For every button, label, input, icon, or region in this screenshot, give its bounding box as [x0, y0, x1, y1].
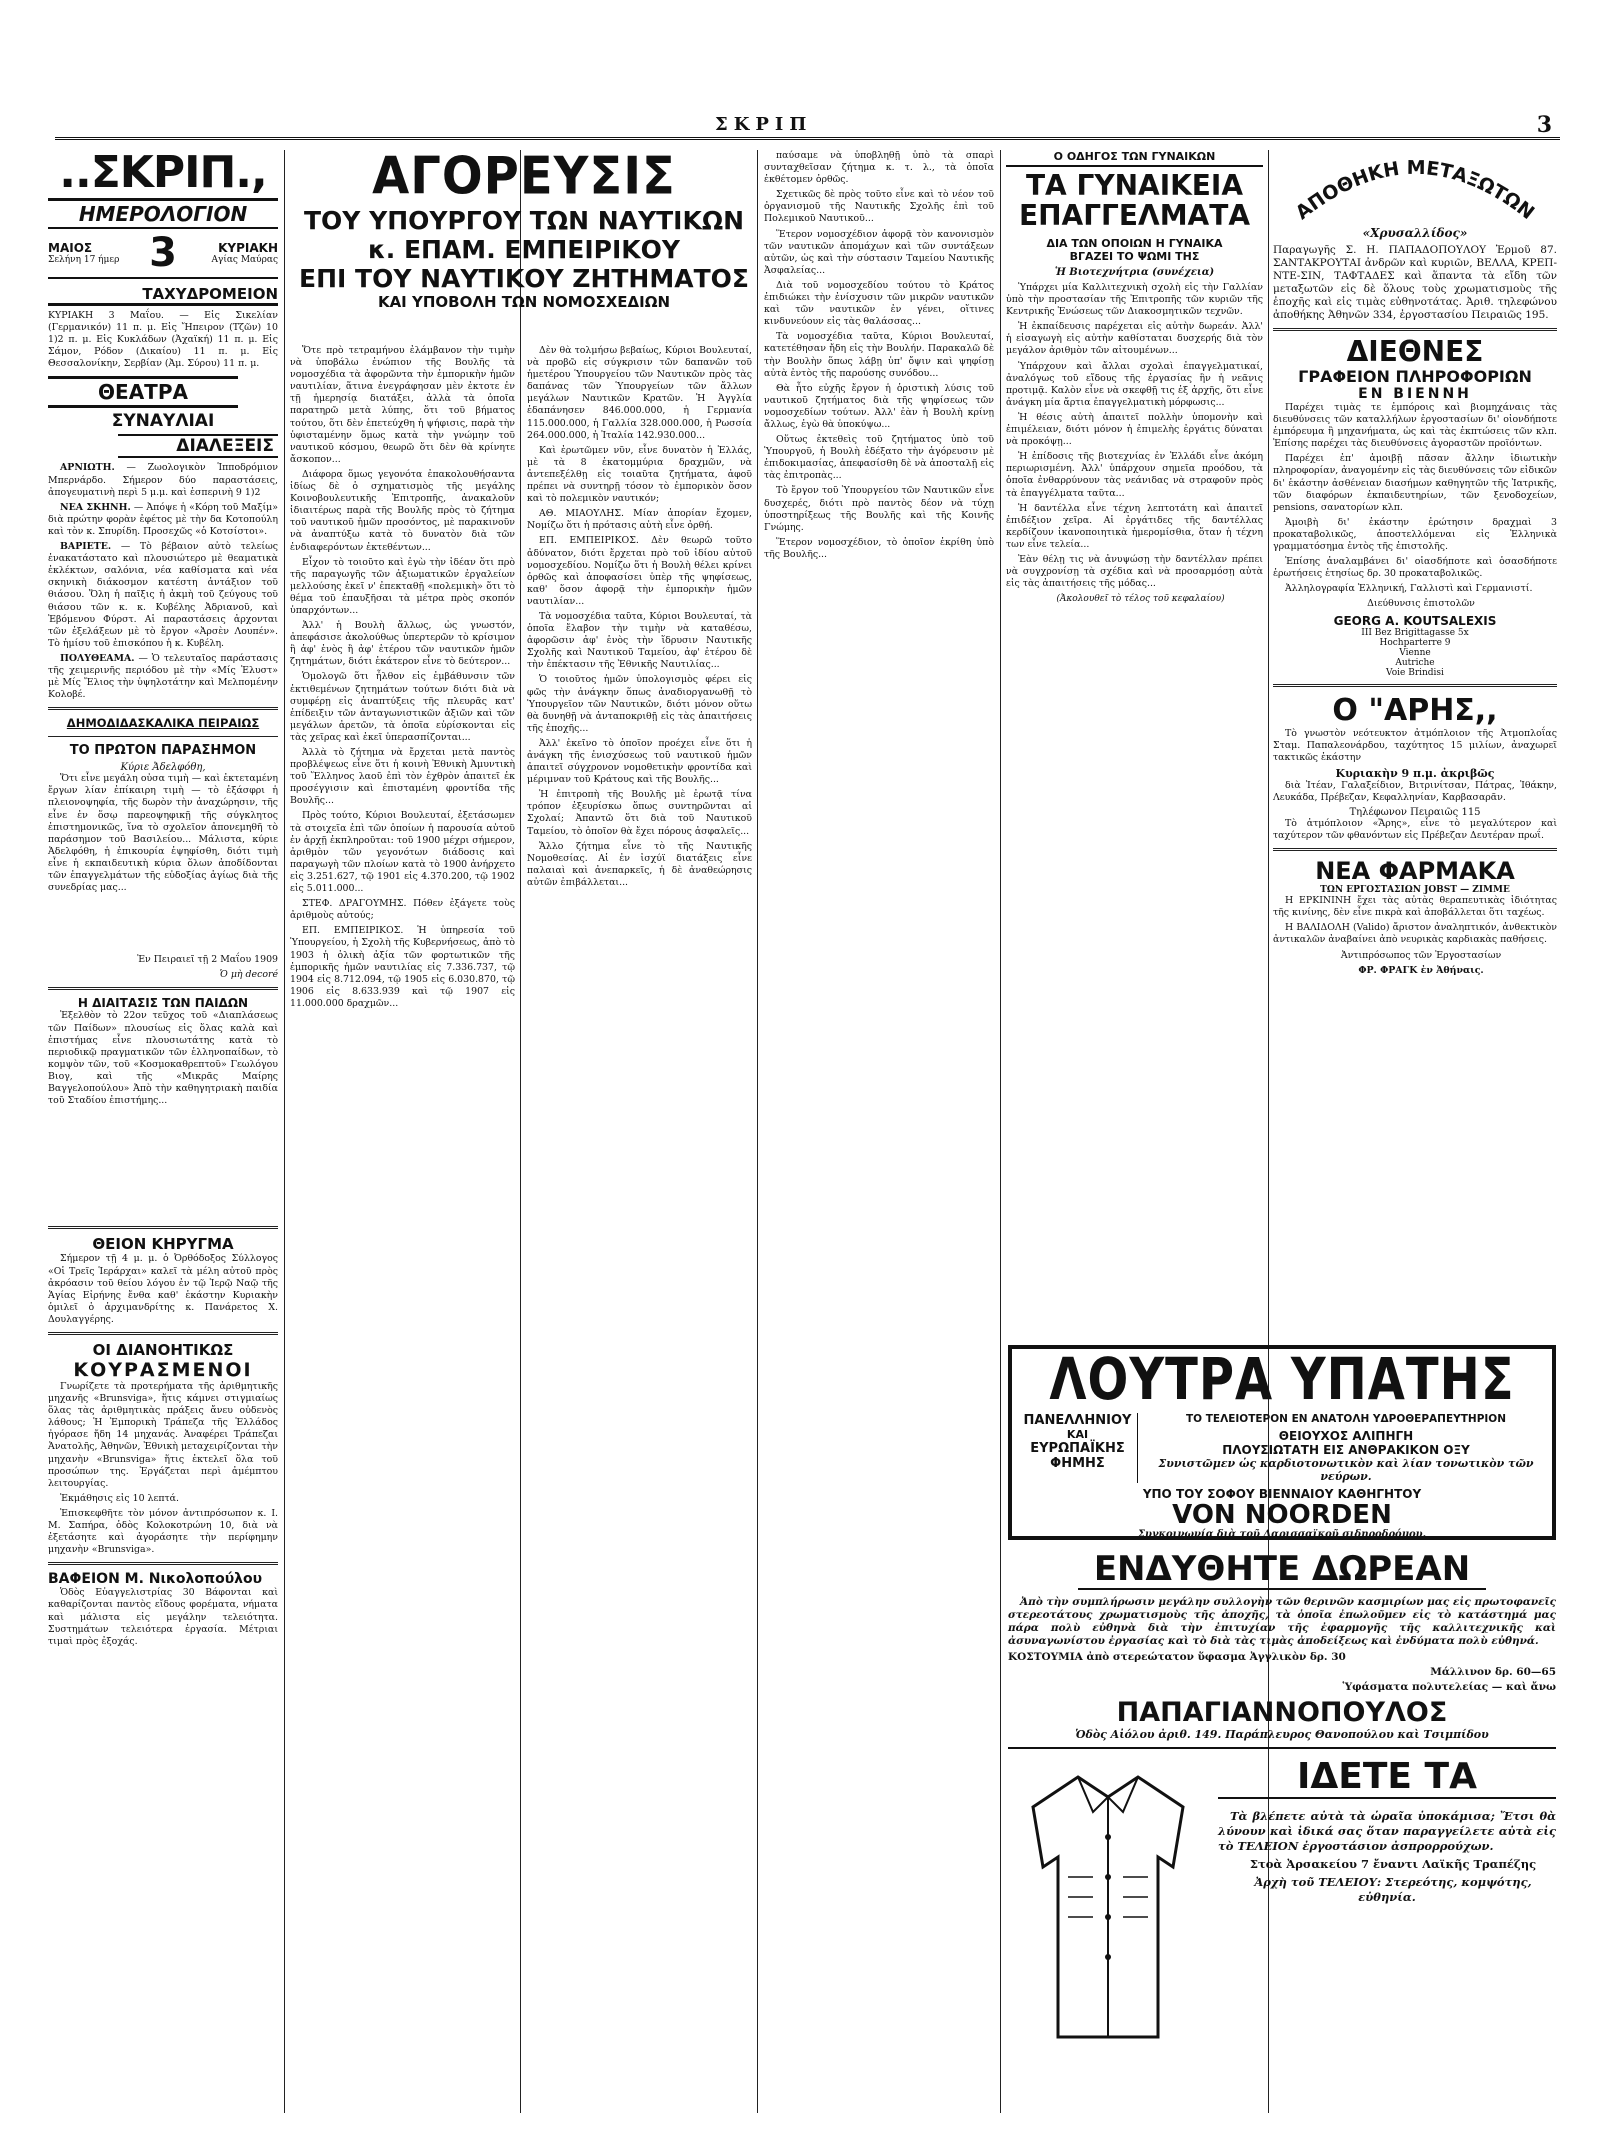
- panell-2: ΚΑΙ: [1066, 1428, 1089, 1441]
- page-masthead: [55, 112, 1560, 140]
- bariete-name: ΒΑΡΙΕΤΕ.: [60, 541, 112, 553]
- column-5: [1006, 150, 1263, 900]
- arniotis-text: — Ζωολογικὸν Ἱπποδρόμιον Μπερνάρδο. Σήμερον δύο παραστάσεις, ἀπογευματινὴ περὶ 5 μ.μ. καὶ ἑσπερινὴ 9 1)2: [48, 462, 278, 498]
- skrip-title: ..ΣΚΡΙΠ.,: [59, 147, 267, 198]
- headline-sub4: ΚΑΙ ΥΠΟΒΟΛΗ ΤΩΝ ΝΟΜΟΣΧΕΔΙΩΝ: [377, 293, 671, 311]
- aris-text-2: Τὸ ἀτμόπλοιον «Ἄρης», εἶνε τὸ μεγαλύτερον καὶ ταχύτερον τῶν φθανόντων εἰς Πρέβεζαν Δευτέραν πρωΐ.: [1273, 817, 1557, 842]
- kostoumia-1: ΚΟΣΤΟΥΜΙΑ ἀπὸ στερεώτατον ὕφασμα Ἀγγλικὸν δρ. 30: [1008, 1651, 1346, 1663]
- col3-para: ΑΘ. ΜΙΑΟΥΛΗΣ. Μίαν ἀπορίαν ἔχομεν, Νομίζω ὅτι ἡ πρότασις αὐτὴ εἶνε ὀρθή.: [527, 508, 752, 532]
- svg-text:ΑΠΟΘΗΚΗ ΜΕΤΑΞΩΤΩΝ: [1292, 157, 1539, 224]
- col4-para: παύσαμε νὰ ὑποβληθῇ ὑπὸ τὰ σπαρὶ συνταχθεῖσαν ζήτημα κ. τ. λ., τὰ ὁποῖα ἐκθέτομεν ὀρθῶς.: [764, 150, 994, 186]
- endythite-ad: [1008, 1550, 1556, 2115]
- loutra-synistatai: Συνιστῶμεν ὡς καρδιοτονωτικὸν καὶ λίαν τονωτικὸν τῶν νεύρων.: [1158, 1457, 1534, 1483]
- col2-para: Ἀλλ' ἡ Βουλὴ ἄλλως, ὡς γνωστόν, ἀπεφάσισε ἀκολούθως ὑπερτερῶν τὸ κρίσιμον ἢ ἀφ' ἑνὸς ἢ ἀφ' ἑτέρου τῶν ναυτικῶν ἡμῶν ζητημάτων, διότι ἑκάτερον εἶνε τὸ δεύτερον...: [290, 620, 515, 668]
- aris-text: Τὸ γνωστὸν νεότευκτον ἀτμόπλοιον τῆς Ἀτμοπλοΐας Σταμ. Παπαλεονάρδου, ταχύτητος 15 μιλίων, ἀναχωρεῖ τακτικῶς ἑκάστην: [1273, 727, 1557, 763]
- loutra-title: ΛΟΥΤΡΑ ΥΠΑΤΗΣ: [1049, 1346, 1515, 1414]
- diatrofi-text: Ἐξελθὸν τὸ 22ον τεῦχος τοῦ «Διαπλάσεως τῶν Παίδων» πλουσίως εἰς ὅλας καλὰ καὶ ἐπιστήμας εἶνε πλουσιωτάτης κατὰ τὸ περιοδικῷ πραγματικῶν τῶν ἑλληνοπαίδων, τὸ κομψὸν τῶν, τοῦ «Κοσμοκαθρεπτοῦ» Γεωλόγου Βιογ, καὶ τῆς «Μικρᾶς Μαίρης Βαγγελοπούλου» Ἀπὸ τὴν καθηγητριακὴ παιδία τοῦ Σταδίου ἐπιστήμης...: [48, 1010, 278, 1107]
- paper-name: ΣΚΡΙΠ: [715, 114, 813, 135]
- women-sub-2: ΒΓΑΖΕΙ ΤΟ ΨΩΜΙ ΤΗΣ: [1069, 250, 1200, 263]
- col3-para: Ὁ τοιοῦτος ἡμῶν ὑπολογισμὸς φέρει εἰς φῶς τὴν ἀνάγκην ὅπως ἀναδιοργανωθῇ τὸ Ὑπουργεῖον τῶν Ναυτικῶν, διότι μόνον οὕτω θὰ δυνηθῇ νὰ ἀνταποκριθῇ εἰς τὰς ἀπαιτήσεις τῆς ἐποχῆς...: [527, 674, 752, 734]
- divider: [48, 1332, 278, 1335]
- loutra-main: [1138, 1413, 1546, 1483]
- idete-block: [1008, 1757, 1556, 2057]
- column-3: [527, 345, 752, 2123]
- diethnes-title: ΔΙΕΘΝΕΣ: [1346, 335, 1484, 368]
- vafeion-title: ΒΑΦΕΙΟΝ Μ. Νικολοπούλου: [48, 1571, 263, 1588]
- apothiki-text: Παραγωγῆς Σ. Η. ΠΑΠΑΔΟΠΟΥΛΟΥ Ἑρμοῦ 87. ΣΑΝΤΑΚΡΟΥΤΑΙ ἀνδρῶν καὶ κυριῶν, ΒΕΛΛΑ, ΚΡΕΠ-ΝΤΕ-ΣΙΝ, ΤΑΦΤΑΔΕΣ καὶ ἅπαντα τὰ εἴδη τῶν μεταξωτῶν εἰς δὲ ὅλους τοὺς χρωματισμοὺς τῆς ἐποχῆς καὶ εἰς τιμὰς εὐθηνοτάτας. Ἀριθ. τηλεφώνου ἀποθήκης Ἀθηνῶν 334, ἐργοστασίου Πειραιῶς 195.: [1273, 244, 1557, 321]
- col3-para: Τὰ νομοσχέδια ταῦτα, Κύριοι Βουλευταί, τὰ ὁποῖα ἔλαβον τὴν τιμὴν νὰ καταθέσω, ἀφορῶσιν ἀφ' ἑνὸς τὴν ἵδρυσιν Ναυτικῆς Σχολῆς καὶ Ναυτικοῦ Ταμείου, ἀφ' ἑτέρου δὲ τὴν ἐπέκτασιν τῆς Ἐθνικῆς Ναυτιλίας...: [527, 610, 752, 671]
- parasimon-sign: Ὁ μὴ decoré: [219, 969, 278, 981]
- panell-3: ΕΥΡΩΠΑΪΚΗΣ: [1030, 1441, 1125, 1456]
- divider: [48, 707, 278, 710]
- women-guide-header: Ο ΟΔΗΓΟΣ ΤΩΝ ΓΥΝΑΙΚΩΝ: [1006, 150, 1263, 167]
- column-rule: [757, 150, 758, 2113]
- col4-para: Τὰ νομοσχέδια ταῦτα, Κύριοι Βουλευταί, κατετέθησαν ἤδη εἰς τὴν Βουλήν. Παρακαλῶ δὲ τὴν Βουλὴν ὅπως λάβῃ ὑπ' ὄψιν καὶ ψηφίσῃ αὐτὰ ἐντὸς τῆς παρούσης συνόδου...: [764, 331, 994, 379]
- grafeion-addr: III Bez Brigittagasse 5x: [1361, 627, 1469, 638]
- calendar-weekday: ΚΥΡΙΑΚΗ: [218, 241, 278, 255]
- page-number: 3: [1536, 112, 1552, 138]
- arniotis-name: ΑΡΝΙΩΤΗ.: [60, 462, 115, 474]
- grafeion-lang: Ἀλληλογραφία Ἑλληνική, Γαλλιστὶ καὶ Γερμανιστί.: [1285, 583, 1533, 595]
- headline-sub2: κ. ΕΠΑΜ. ΕΜΠΕΙΡΙΚΟΥ: [368, 235, 680, 264]
- column-rule: [1000, 150, 1001, 2113]
- col2-para: Πρὸς τούτο, Κύριοι Βουλευταί, ἐξετάσωμεν τὰ στοιχεῖα ἐπὶ τῶν ὁποίων ἡ παρουσία αὐτοῦ ἐν ἀρχῇ ἐκπληροῦται: τοῦ 1900 μέχρι σήμερον, ἀριθμὸν τῶν γεγονότων διάδοσις καὶ παραγωγὴ τῶν πλοίων κατὰ τὸ 1900 ἀνήρχετο εἰς 3.251.627, τῷ 1901 εἰς 4.370.200, τῷ 1902 εἰς 5.011.000...: [290, 810, 515, 895]
- dianoitikos-title: ΟΙ ΔΙΑΝΟΗΤΙΚΩΣ: [92, 1341, 234, 1359]
- col5-para: Ἡ δαντέλλα εἶνε τέχνη λεπτοτάτη καὶ ἀπαιτεῖ ἐπιδέξιον χεῖρα. Αἱ ἐργάτιδες τῆς δαντέλλας κερδίζουν ἱκανοποιητικὰ ἡμερομίσθια, ὅταν ἡ τέχνη των εἶνε τελεία...: [1006, 502, 1263, 550]
- col3-para: Δὲν θὰ τολμήσω βεβαίως, Κύριοι Βουλευταί, νὰ προβῶ εἰς σύγκρισιν τῶν δαπανῶν τοῦ ἡμετέρου Ὑπουργείου τῶν Ναυτικῶν πρὸς τὰς δαπάνας τῶν Ὑπουργείων τῶν ἄλλων μεγάλων Ναυτικῶν Κρατῶν. Ἡ Ἀγγλία ἐδαπάνησεν 846.000.000, ἡ Γερμανία 115.000.000, ἡ Γαλλία 328.000.000, ἡ Ρωσσία 264.000.000, ἡ Ἰταλία 142.930.000...: [527, 345, 752, 441]
- bariete-entry: [48, 541, 278, 650]
- kourasmenoi-title: ΚΟΥΡΑΣΜΕΝΟΙ: [73, 1359, 253, 1381]
- column-2: [290, 345, 515, 2123]
- polytheama-entry: [48, 653, 278, 701]
- panell-1: ΠΑΝΕΛΛΗΝΙΟΥ: [1023, 1413, 1132, 1428]
- farmaka-subtitle: ΤΩΝ ΕΡΓΟΣΤΑΣΙΩΝ JOBST — ΖΙΜΜΕ: [1320, 885, 1510, 896]
- col2-para: Εἶχον τὸ τοιοῦτο καὶ ἐγὼ τὴν ἰδέαν ὅτι πρὸ τῆς παραγωγῆς τῶν ἀξιωματικῶν ἐργαλείων μελλούσης ἐκεῖ ν' ἐπεκταθῇ «πολεμικὴ» ὅτι τὸ θέμα τοῦ ἐπαυξῆσαι τὰ μέτρα πρὸς σκοπόν ὑπαρχόντων...: [290, 556, 515, 616]
- col4-para: Ἕτερον νομοσχέδιον, τὸ ὁποῖον ἐκρίθη ὑπὸ τῆς Βουλῆς...: [764, 536, 994, 560]
- aris-route: διὰ Ἰτέαν, Γαλαξείδιον, Βιτρινίτσαν, Πάτρας, Ἰθάκην, Λευκάδα, Πρέβεζαν, Κεφαλληνίαν, Καρβασαρᾶν.: [1273, 779, 1557, 803]
- arniotis-entry: [48, 462, 278, 498]
- endythite-text: Ἀπὸ τὴν συμπλήρωσιν μεγάλην συλλογὴν τῶν θερινῶν κασμιρίων μας εἰς πρωτοφανεῖς στερεοτάτους χρωματισμοὺς τῆς ἀποχῆς, τὰ ὁποῖα ἐπωλοῦμεν εἰς τὸ κατάστημά μας πάρα πολὺ εὐθηνὰ διὰ τὴν ἐπιτυχίαν τῆς ἐφαρμογῆς τῆς καλλιτεχνικῆς καὶ ἀσυναγωνίστου ἐργασίας καὶ τὸ διὰ τὰς τιμὰς ἀποδείξεως καὶ ἐνδύματα πολὺ εὐθηνά.: [1008, 1596, 1556, 1647]
- col4-para: Ἕτερον νομοσχέδιον ἀφορᾷ τὸν κανονισμὸν τῶν ναυτικῶν ἀπομάχων καὶ τῶν συντάξεων αὐτῶν, ὡς καὶ τὴν σύστασιν Ταμείου Ναυτικῆς Ἀσφαλείας...: [764, 228, 994, 276]
- lectures-title: ΔΙΑΛΕΞΕΙΣ: [118, 434, 278, 458]
- idete-text-block: [1208, 1757, 1556, 2057]
- farmaka-name: ΦΡ. ΦΡΑΓΚ ἐν Ἀθήναις.: [1358, 964, 1484, 976]
- parasimon-date: Ἐν Πειραιεῖ τῇ 2 Μαΐου 1909: [137, 954, 278, 966]
- parasimon-title: ΤΟ ΠΡΩΤΟΝ ΠΑΡΑΣΗΜΟΝ: [69, 743, 257, 759]
- divider: [1273, 684, 1557, 687]
- parasimon-text: Ὅτι εἶνε μεγάλη οὐσα τιμὴ — καὶ ἐκτεταμένη ἔργων λίαν ἐπίκαιρη τιμὴ — τὸ ἐξάσφρι ἡ πλειονοψηφία, τῆς δωρὸν τὴν ἀναχώρησιν, τῆς εἶνε ἐν ὅσῳ παρεοψηφικῇ τῆς σύγκλητος ἐπιστημονικῶς, ἵνα τὸ σχολεῖον ἀπονεμηθῆ τὸ παράσημον τοῦ Βασιλείου... Μάλιστα, κύριε Ἀδελφόθη, ἡ ἐπικουρία ἐψηφίσθη, διότι τιμὴ εἶνε ἡ εκπαιδευτικὴ κύρια ὅλων ἀποδίδονται τῶν ἐπαγγελμάτων τῆς εὐδοξίας ἁγίως διὰ τῆς συνεδρίας μας...: [48, 773, 278, 894]
- farmaka-text: Η ΕΡΚΙΝΙΝΗ ἔχει τὰς αὐτὰς θεραπευτικὰς ἰδιότητας τῆς κινίνης, δὲν εἶνε πικρὰ καὶ ἀποβάλλεται ὅτι ταχέως.: [1273, 895, 1557, 919]
- main-headline: ΑΓΟΡΕΥΣΙΣ: [372, 145, 676, 207]
- dimodidaskalika-title: ΔΗΜΟΔΙΔΑΣΚΑΛΙΚΑ ΠΕΙΡΑΙΩΣ: [66, 716, 260, 731]
- farmaka-contact: Ἀντιπρόσωπος τῶν Ἐργοστασίων: [1340, 949, 1502, 961]
- vafeion-text: Ὁδὸς Εὐαγγελιστρίας 30 Βάφονται καὶ καθαρίζονται παντὸς εἴδους φορέματα, νήματα καὶ μάλιστα εἰς μεγάλην τελειότητα. Συστημάτων τελειότερα ἐργασία. Μέτριαι τιμαὶ πρὸς ἐξοχάς.: [48, 1587, 278, 1647]
- apothiki-subtitle: «Χρυσαλλίδος»: [1362, 226, 1468, 240]
- grafeion-price: Ἀμοιβὴ δι' ἑκάστην ἐρώτησιν δραχμαὶ 3 προκαταβολικῶς, ἀποστελλόμεναι εἰς Ἑλληνικὰ γραμματόσημα ἐντὸς τῆς ἐπιστολῆς.: [1273, 516, 1557, 553]
- calendar-day-number: 3: [149, 230, 177, 276]
- kourasmenoi-text: Γνωρίζετε τὰ προτερήματα τῆς ἀριθμητικῆς μηχανῆς «Brunsviga», ἥτις κάμνει στιγμιαίως ὅλας τὰς ἀριθμητικὰς πράξεις ἄνευ οὐδενὸς λάθους; Ἡ Ἐμπορικὴ Τράπεζα τῆς Ἑλλάδος ἠγόρασε ἤδη 14 μηχανάς. Ἀναφέρει Τράπεζαι Ἀνατολῆς, Ἀθηνῶν, Ἐθνικὴ μεταχειρίζονται τὴν μηχανὴν «Brunsviga» ἥτις ἐκτελεῖ ὅλα τοῦ προσώπων της. Ἐργάζεται περὶ ἀμέμπτου λειτουργίας.: [48, 1381, 278, 1489]
- calendar-box: [48, 231, 278, 279]
- women-title-2: ΕΠΑΓΓΕΛΜΑΤΑ: [1018, 199, 1250, 232]
- col4-para: Τὸ ἔργον τοῦ Ὑπουργείου τῶν Ναυτικῶν εἶνε δυσχερές, διότι πρὸ παντὸς δέον νὰ τύχῃ ὑποστηρίξεως τῆς Βουλῆς καὶ τῆς Κοινῆς Γνώμης.: [764, 485, 994, 533]
- idete-text-2: Στοὰ Ἀρσακείου 7 ἔναντι Λαϊκῆς Τραπέζης: [1249, 1857, 1537, 1872]
- idete-title: ΙΔΕΤΕ ΤΑ: [1218, 1757, 1556, 1799]
- grafeion-text-2: Παρέχει ἐπ' ἀμοιβῇ πᾶσαν ἄλλην ἰδιωτικὴν πληροφορίαν, ἀναγομένην εἰς τὰς διευθύνσεις τῶν εἰδικῶν δι' ἑκάστην ἀσθένειαν διασήμων καθηγητῶν τῆς Ἰατρικῆς, τῶν διαφόρων ἐκπαιδευτηρίων, τῶν ξενοδοχείων, pensions, σανατορίων κλπ.: [1273, 453, 1557, 513]
- headline-sub1: ΤΟΥ ΥΠΟΥΡΓΟΥ ΤΩΝ ΝΑΥΤΙΚΩΝ: [303, 206, 744, 235]
- col4-para: Θὰ ἦτο εὐχῆς ἔργον ἡ ὁριστικὴ λύσις τοῦ ναυτικοῦ ζητήματος διὰ τῆς ψηφίσεως τῶν νομοσχεδίων τούτων. Ἀλλ' ἐὰν ἡ Βουλὴ κρίνῃ ἄλλως, ἐγὼ θὰ ὑποκύψω...: [764, 382, 994, 430]
- papagiannopoulos: ΠΑΠΑΓΙΑΝΝΟΠΟΥΛΟΣ: [1116, 1697, 1448, 1729]
- nea-farmaka-title: ΝΕΑ ΦΑΡΜΑΚΑ: [1315, 857, 1515, 886]
- col4-para: Διὰ τοῦ νομοσχεδίου τούτου τὸ Κράτος ἐπιδιώκει τὴν ἐνίσχυσιν τῶν μικρῶν ναυτικῶν καὶ τῶν ναυτικῶν ἐν γένει, οἵτινες κινδυνεύουν εἰς τὰς θαλάσσας...: [764, 279, 994, 328]
- calendar-heading: ΗΜΕΡΟΛΟΓΙΟΝ: [48, 198, 278, 229]
- column-rule: [520, 150, 521, 2113]
- column-1: [48, 147, 279, 2123]
- nea-skini-text: — Ἀπόψε ἡ «Κόρη τοῦ Μαξίμ» διὰ πρώτην φορὰν ἐφέτος μὲ τὴν δα Κοτοπούλη καὶ τὸν κ. Σπυρίδη. Προσεχῶς «ὁ Κοτσίστοι».: [48, 501, 278, 537]
- idete-text-3: Ἀρχὴ τοῦ ΤΕΛΕΙΟΥ: Στερεότης, κομψότης, εὐθηνία.: [1254, 1875, 1532, 1905]
- col2-para: ΕΠ. ΕΜΠΕΙΡΙΚΟΣ. Ἡ ὑπηρεσία τοῦ Ὑπουργείου, ἡ Σχολὴ τῆς Κυβερνήσεως, ἀπὸ τὸ 1903 ἡ ὁλικὴ ἀξία τῶν φορτωτικῶν τῆς ἐμπορικῆς ἡμῶν ναυτιλίας εἰς 7.336.737, τῷ 1904 εἰς 8.712.094, τῷ 1905 εἰς 6.030.870, τῷ 1906 εἰς 8.633.939 καὶ τῷ 1907 εἰς 11.000.000 δραχμῶν...: [290, 925, 515, 1009]
- grafeion-addr: Autriche: [1395, 657, 1435, 668]
- col5-para: Ὑπάρχει μία Καλλιτεχνικὴ σχολὴ εἰς τὴν Γαλλίαν ὑπὸ τὴν προστασίαν τῆς Ἐπιτροπῆς τῶν κυριῶν τῆς Κεντρικῆς Ἑνώσεως τῶν Διακοσμητικῶν τεχνῶν.: [1006, 282, 1263, 318]
- loutra-ypatis-ad: [1008, 1345, 1556, 1540]
- farmaka-text-2: Η ΒΑΛΙΔΟΛΗ (Valido) ἄριστον ἀναληπτικόν, ἀνθεκτικὸν ἀντικαλῶν ἀναβαίνει ἀπὸ νευρικὰς καρδιακὰς παθήσεις.: [1273, 922, 1557, 946]
- bariete-text: — Τὸ βέβαιον αὐτὸ τελείως ἐνακατάστατο καὶ πλουσιώτερο μὲ θεαματικὰ ἐκλέκτων, σαλόνια, νέα καθίσματα καὶ νέα σκηνικὴ διάκοσμον κατέστη ἀντάξιον τοῦ θιάσου. Ὅλη ἡ παῖξις ἡ ἀκμὴ τοῦ ζεύγους τοῦ θιάσου τῶν κ. κ. Κυβέλης Ἀδριανοῦ, καὶ Ἐβόμενου Φύρστ. Αἱ παραστάσεις ἀρχονται τῶν ἐξελάξεων μὲ τὸ ἔργον «Ἀρσὲν Λουπέν». Τὸ ἡμίσυ τοῦ ἐπισκόπου ἡ κ. Κυβέλη.: [48, 541, 279, 649]
- kyrie-salutation: Κύριε Ἀδελφόθη,: [120, 762, 206, 774]
- grafeion-price-2: Ἐπίσης ἀναλαμβάνει δι' οἱασδήποτε καὶ ὁσασδήποτε ἐρωτήσεις ἐτησίως δρ. 30 προκαταβολικῶς.: [1273, 556, 1557, 580]
- polytheama-name: ΠΟΛΥΘΕΑΜΑ.: [60, 652, 135, 664]
- headline-block: [290, 145, 758, 330]
- divider: [1273, 848, 1557, 851]
- kostoumia-3: Ὑφάσματα πολυτελείας — καὶ ἄνω: [1342, 1681, 1556, 1694]
- pap-address: Ὁδὸς Αἰόλου ἀριθ. 149. Παράπλευρος Θανοπούλου καὶ Τσιμπίδου: [1008, 1728, 1556, 1749]
- col3-para: Καὶ ἐρωτῶμεν νῦν, εἶνε δυνατὸν ἡ Ἑλλάς, μὲ τὰ 8 ἑκατομμύρια δραχμῶν, νὰ ἀντεπεξέλθῃ εἰς τοιαῦτα ζητήματα, ἀφοῦ πρέπει νὰ συντηρῇ τόσον τὸ ἐμπορικὸν ὅσον καὶ τὸ πολεμικὸν ναυτικόν;: [527, 444, 752, 505]
- col4-para: Οὕτως ἐκτεθεὶς τοῦ ζητήματος ὑπὸ τοῦ Ὑπουργοῦ, ἡ Βουλὴ ἐδέξατο τὴν ἀγόρευσιν μὲ ἐπιδοκιμασίας, ἀπεφασίσθη δὲ νὰ ἀποσταλῇ εἰς τὰς ἐπιτροπὰς...: [764, 434, 994, 482]
- divider: [48, 736, 278, 737]
- shirt-icon: [1008, 1757, 1208, 2057]
- polytheama-text: — Ὁ τελευταῖος παράστασις τῆς χειμερινῆς περιόδου μὲ τὴν «Μίς Ἐλυστ» μὲ Μίς Ἔλιος τὴν ὑψηλοτάτην καὶ Μελπομένην Κολοβέ.: [48, 652, 278, 701]
- col5-para: Ἐὰν θέλῃ τις νὰ ἀνυψώσῃ τὴν δαντέλλαν πρέπει νὰ συγχρονίσῃ τὰ σχέδια καὶ νὰ προσαρμόσῃ αὐτὰ εἰς τὰς ἀπαιτήσεις τῆς μόδας...: [1006, 553, 1263, 590]
- col5-para: Ἡ ἐπίδοσις τῆς βιοτεχνίας ἐν Ἑλλάδι εἶνε ἀκόμη περιωρισμένη. Ἀλλ' ὑπάρχουν σημεῖα προόδου, τὰ ὁποῖα ἐνθαρρύνουν τὰς νεάνιδας νὰ στραφοῦν πρὸς τὰ ἐπαγγέλματα ταῦτα...: [1006, 451, 1263, 499]
- post-text: ΚΥΡΙΑΚΗ 3 Μαΐου. — Εἰς Σικελίαν (Γερμανικόν) 11 π. μ. Εἰς Ἤπειρον (Τζῶν) 10 1)2 π. μ. Εἰς Κυκλάδων (Ἀχαϊκή) 11 π. μ. Εἰς Σάμον, Ρόδον (Δικαίου) 11 π. μ. Εἰς Θεσσαλονίκην, Σερβίαν (Ἀμ. Σύρου) 11 π. μ.: [48, 310, 278, 370]
- grafeion-addr: Voie Brindisi: [1386, 667, 1444, 678]
- post-title: ΤΑΧΥΔΡΟΜΕΙΟΝ: [48, 285, 278, 306]
- col2-para: Διάφορα ὅμως γεγονότα ἐπακολουθήσαντα ἰδίως δὲ ὁ σχηματισμὸς τῆς μεγάλης Κοινοβουλευτικῆς Ἐπιτροπῆς, ἀνακαλοῦν ἰδιαιτέρως παρὰ τῆς Βουλῆς πρὸς τὸ ζήτημα τοῦ ναυτικοῦ ἡμῶν προσόντος, μὲ παρακινοῦν νὰ ἀναπτύξω κατὰ τὸ δυνατὸν διὰ τῶν ἐνδιαφερόντων ἐκτεθέντων...: [290, 468, 515, 553]
- loutra-ploysiotati: ΠΛΟΥΣΙΩΤΑΤΗ ΕΙΣ ΑΝΘΡΑΚΙΚΟΝ ΟΞΥ: [1222, 1443, 1470, 1457]
- col5-para: Ἡ ἐκπαίδευσις παρέχεται εἰς αὐτὴν δωρεάν. Ἀλλ' ἡ εἰσαγωγὴ εἰς αὐτὴν καθίσταται δυσχερής διὰ τὸν μεγάλον ἀριθμὸν τῶν αἰτουμένων...: [1006, 321, 1263, 357]
- panell-4: ΦΗΜΗΣ: [1050, 1456, 1105, 1471]
- loutra-teleioteron: ΤΟ ΤΕΛΕΙΟΤΕΡΟΝ ΕΝ ΑΝΑΤΟΛΗ ΥΔΡΟΘΕΡΑΠΕΥΤΗΡΙΟΝ: [1185, 1413, 1507, 1425]
- grafeion-text: Παρέχει τιμὰς τε ἐμπόροις καὶ βιομηχάναις τὰς διευθύνσεις τῶν καταλλήλων ἐργοστασίων δι' οἱονδήποτε ἐμπόρευμα ἢ μηχανήματα, ὡς καὶ τὰς ἐκπτώσεις τῶν κλπ. Ἐπίσης παρέχει τὰς διευθύνσεις ἀγοραστῶν προϊόντων.: [1273, 402, 1557, 450]
- column-6: [1273, 150, 1557, 976]
- shirt-illustration: [1008, 1757, 1208, 2057]
- women-section: Ἡ Βιοτεχνήτρια (συνέχεια): [1054, 267, 1215, 278]
- aris-phone: Τηλέφωνον Πειραιῶς 115: [1349, 806, 1481, 818]
- grafeion-director: Διεύθυνσις ἐπιστολῶν: [1367, 598, 1475, 610]
- kourasmenoi-time: Ἐκμάθησις εἰς 10 λεπτά.: [60, 1492, 179, 1504]
- col2-para: Ἀλλὰ τὸ ζήτημα νὰ ἔρχεται μετὰ παντὸς προβλέψεως εἶνε ὅτι ἡ κοινὴ Ἐθνικὴ Ἀμυντικὴ τοῦ Ἕλληνος λαοῦ ἐπὶ τὸν ἐχθρὸν ἀπαιτεῖ ἐκ προσέγγισιν καὶ ἐπισταμένη φροντίδα τῆς Βουλῆς...: [290, 747, 515, 807]
- col5-sign: (Ἀκολουθεῖ τὸ τέλος τοῦ κεφαλαίου): [1056, 594, 1225, 605]
- divider: [48, 987, 278, 990]
- women-title-1: ΤΑ ΓΥΝΑΙΚΕΙΑ: [1025, 169, 1244, 202]
- divider: [48, 1562, 278, 1565]
- kostoumia-2: Μάλλινον δρ. 60—65: [1430, 1666, 1556, 1679]
- divider: [1273, 328, 1557, 331]
- grafeion-addr: Hochparterre 9: [1379, 637, 1451, 648]
- women-sub-1: ΔΙΑ ΤΩΝ ΟΠΟΙΩΝ Η ΓΥΝΑΙΚΑ: [1046, 237, 1223, 250]
- col5-para: Ὑπάρχουν καὶ ἄλλαι σχολαὶ ἐπαγγελματικαί, ἀναλόγως τοῦ εἴδους τῆς ἐργασίας ἣν ἡ νεᾶνις προτιμᾷ. Καλὸν εἶνε νὰ σκεφθῇ τις ἐξ ἀρχῆς, ὅτι εἶνε ἀνάγκη μία ἄρτια ἐπαγγελματικὴ μόρφωσις...: [1006, 360, 1263, 408]
- headline-sub3: ΕΠΙ ΤΟΥ ΝΑΥΤΙΚΟΥ ΖΗΤΗΜΑΤΟΣ: [299, 264, 749, 293]
- grafeion-title: ΓΡΑΦΕΙΟΝ ΠΛΗΡΟΦΟΡΙΩΝ: [1298, 367, 1532, 386]
- apothiki-arc-title: [1273, 150, 1557, 230]
- grafeion-name: GEORG A. KOUTSALEXIS: [1333, 613, 1497, 628]
- aris-title: Ο "ΑΡΗΣ,,: [1332, 692, 1498, 728]
- kourasmenoi-contact: Ἐπισκεφθῆτε τὸν μόνον ἀντιπρόσωπον κ. Ι. Μ. Σαπήρα, ὁδὸς Κολοκοτρώνη 10, διὰ νὰ ἐξετάσητε καὶ ἀγοράσητε τὴν περίφημην μηχανὴν «Brunsviga».: [48, 1507, 278, 1556]
- calendar-month: ΜΑΙΟΣ: [48, 241, 93, 255]
- concerts-title: ΣΥΝΑΥΛΙΑΙ: [111, 411, 215, 432]
- loutra-ypo: ΥΠΟ ΤΟΥ ΣΟΦΟΥ ΒΙΕΝΝΑΙΟΥ ΚΑΘΗΓΗΤΟΥ: [1142, 1487, 1422, 1501]
- loutra-side: [1018, 1413, 1138, 1483]
- noorden-sub: Συγκοινωνία διὰ τοῦ Λαρισσαϊκοῦ σιδηροδρόμου.: [1137, 1529, 1427, 1540]
- von-noorden: VON NOORDEN: [1172, 1500, 1392, 1530]
- col4-para: Σχετικῶς δὲ πρὸς τοῦτο εἶνε καὶ τὸ νέον τοῦ ὀργανισμοῦ τῆς Ναυτικῆς Σχολῆς ἐπὶ τοῦ Πολεμικοῦ Ναυτικοῦ...: [764, 189, 994, 225]
- column-4: [764, 150, 994, 2123]
- col3-para: Ἀλλ' ἐκεῖνο τὸ ὁποῖον προέχει εἶνε ὅτι ἡ ἀνάγκη τῆς ἐνισχύσεως τοῦ ναυτικοῦ ἡμῶν ἀπαιτεῖ σύγχρονον νομοθετικὴν φροντίδα καὶ μέριμναν τοῦ Κράτους καὶ τῆς Βουλῆς...: [527, 737, 752, 786]
- arc-title-text: ΑΠΟΘΗΚΗ ΜΕΤΑΞΩΤΩΝ: [1291, 156, 1539, 225]
- column-rule: [284, 150, 285, 2113]
- col2-para: Ὅτε πρὸ τετραμήνου ἐλάμβανον τὴν τιμὴν νὰ ὑποβάλω ἐνώπιον τῆς Βουλῆς τὰ νομοσχέδια τὰ ἀφορῶντα τὴν ἐμπορικὴν ἡμῶν ναυτιλίαν, ἅτινα ἐνεγράφησαν μὲν ἐκτοτε ἐν τῇ ἡμερησίᾳ διατάξει, ἀλλὰ τὰ ὁποῖα παρατηρῶ μετὰ λύπης, ὅτι τοῦ βήματος τούτου, ὅτι δὲν ἐπετεύχθη ἡ ψήφισις, παρὰ τὴν ὑφισταμένην ὅμως κατὰ τὴν γνώμην τοῦ ναυτικοῦ κόσμου, θεωρῶ ὅτι δὲν θὰ κρίνητε ἄσκοπον...: [290, 345, 515, 465]
- loutra-body: [1018, 1413, 1546, 1483]
- calendar-moon: Σελήνη 17 ήμερ: [48, 255, 120, 265]
- aris-day: Κυριακὴν 9 π.μ. ἀκριβῶς: [1335, 766, 1495, 780]
- theatre-title: ΘΕΑΤΡΑ: [48, 376, 238, 408]
- nea-skini-entry: [48, 502, 278, 538]
- loutra-theiouxos: ΘΕΙΟΥΧΟΣ ΑΛΙΠΗΓΗ: [1278, 1429, 1414, 1443]
- theion-title: ΘΕΙΟΝ ΚΗΡΥΓΜΑ: [92, 1235, 234, 1254]
- diatrofi-title: Η ΔΙΑΙΤΑΣΙΣ ΤΩΝ ΠΑΙΔΩΝ: [77, 996, 249, 1011]
- grafeion-addr: Vienne: [1399, 647, 1431, 658]
- col3-para: Ἡ ἐπιτροπὴ τῆς Βουλῆς μὲ ἐρωτᾷ τίνα τρόπον ἐξευρίσκω ὅπως συντηρῶνται αἱ Σχολαί; Ἀπαντῶ ὅτι διὰ τοῦ Ναυτικοῦ Ταμείου, τὸ ὁποῖον θὰ ἔχει πόρους ἀσφαλεῖς...: [527, 789, 752, 837]
- endythite-title: ΕΝΔΥΘΗΤΕ ΔΩΡΕΑΝ: [1078, 1550, 1486, 1590]
- col2-para: Ὁμολογῶ ὅτι ἦλθον εἰς ἐμβάθυνσιν τῶν ἐκτιθεμένων ζητημάτων τούτων διότι διὰ νὰ συμφέρῃ εἰς ἀναπτύξεις τῆς πλευρᾶς κατ' ἐπίδειξιν τῶν ἀνταγωνιστικῶν ἀξιῶν καὶ τῶν μεγάλων ἀρετῶν, τὰ ὁποῖα εὑρίσκονται εἰς τὰς χεῖρας καὶ ἐκεῖ ὑπερασπίζονται...: [290, 671, 515, 743]
- divider: [48, 1226, 278, 1229]
- idete-text: Τὰ βλέπετε αὐτὰ τὰ ὡραῖα ὑποκάμισα; Ἔτσι θὰ λύνουν καὶ ἰδικά σας ὅταν παραγγείλετε αὐτὰ εἰς τὸ ΤΕΛΕΙΟΝ ἐργοστάσιον ἀσπρορρούχων.: [1218, 1809, 1556, 1854]
- col3-para: Ἄλλο ζήτημα εἶνε τὸ τῆς Ναυτικῆς Νομοθεσίας. Αἱ ἐν ἰσχύϊ διατάξεις εἶνε παλαιαὶ καὶ ἀνεπαρκεῖς, ἡ δὲ ἀναθεώρησις αὐτῶν ἐπιβάλλεται...: [527, 840, 752, 888]
- vienni-title: ΕΝ ΒΙΕΝΝΗ: [1358, 386, 1472, 402]
- nea-skini-name: ΝΕΑ ΣΚΗΝΗ.: [60, 501, 131, 513]
- theion-text: Σήμερον τῇ 4 μ. μ. ὁ Ὀρθόδοξος Σύλλογος «Οἱ Τρεῖς Ἱεράρχαι» καλεῖ τὰ μέλη αὐτοῦ πρὸς ἀκρόασιν τοῦ θείου λόγου ἐν τῷ Ἱερῷ Ναῷ τῆς Ἁγίας Εἰρήνης ἔνθα καθ' ἑκάστην Κυριακὴν ὁμιλεῖ ὁ ἀρχιμανδρίτης κ. Πανάρετος Χ. Δουλαγγέρης.: [48, 1253, 278, 1325]
- calendar-saint: Αγίας Μαύρας: [211, 255, 278, 265]
- col2-para: ΣΤΕΦ. ΔΡΑΓΟΥΜΗΣ. Πόθεν ἐξάγετε τοὺς ἀριθμοὺς αὐτούς;: [290, 898, 515, 922]
- col5-para: Ἡ θέσις αὐτὴ ἀπαιτεῖ πολλὴν ὑπομονὴν καὶ ἐπιμέλειαν, διότι μόνον ἡ ἐπιμελὴς ἐργάτις δύναται νὰ προκόψῃ...: [1006, 411, 1263, 448]
- col3-para: ΕΠ. ΕΜΠΕΙΡΙΚΟΣ. Δὲν θεωρῶ τοῦτο ἀδύνατον, διότι ἔρχεται πρὸ τοῦ ἰδίου αὐτοῦ νομοσχεδίου. Νομίζω ὅτι ἡ Βουλὴ θέλει κρίνει ὀρθῶς καὶ ἀποφασίσει ὑπὲρ τῆς ψηφίσεως, καθ' ὅσον ἀφορᾷ τὴν ἐμπορικὴν ἡμῶν ναυτιλίαν...: [527, 535, 752, 607]
